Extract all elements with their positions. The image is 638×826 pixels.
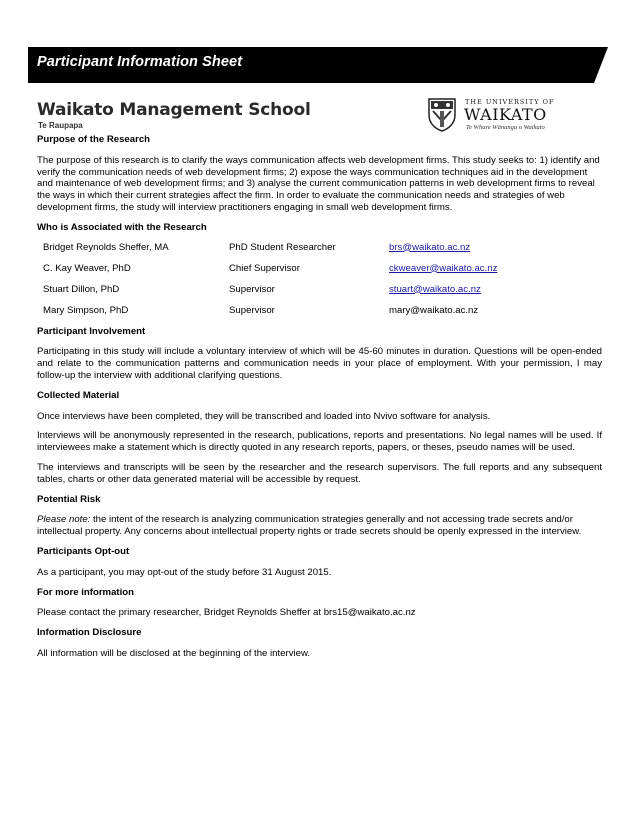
- table-row: [43, 284, 497, 305]
- collected-text-2: Interviews will be anonymously represented in the research, publications, reports and presentations. No legal names will be used. If interviewees make a statement which is directly quoted in any research reports, papers, or theses, pseudo names will be used.: [37, 430, 602, 454]
- table-row: [43, 305, 497, 326]
- disclosure-heading: Information Disclosure: [37, 627, 142, 639]
- crest-icon: [427, 97, 457, 133]
- management-school-logo: [37, 100, 311, 130]
- risk-body: the intent of the research is analyzing communication strategies generally and not accessing trade secrets and/or intellectual property. Any concerns about intellectual property rights or trade secrets should be openly expressed in the interview.: [37, 514, 582, 538]
- university-logo: [427, 95, 557, 135]
- university-motto: Te Whare Wānanga o Waikato: [466, 124, 545, 131]
- person-role: PhD Student Researcher: [229, 241, 336, 253]
- university-name: WAIKATO: [464, 105, 547, 124]
- collected-text-1: Once interviews have been completed, they will be transcribed and loaded into Nvivo software for analysis.: [37, 410, 491, 422]
- person-name: Mary Simpson, PhD: [43, 304, 129, 316]
- people-table: [43, 242, 497, 326]
- involvement-heading: Participant Involvement: [37, 325, 146, 337]
- person-email-link[interactable]: brs@waikato.ac.nz: [389, 241, 471, 253]
- more-info-heading: For more information: [37, 586, 135, 598]
- table-row: [43, 242, 497, 263]
- document-body: [37, 134, 602, 660]
- person-role: Supervisor: [229, 283, 275, 295]
- school-name: Waikato Management School: [37, 100, 311, 120]
- person-name: Bridget Reynolds Sheffer, MA: [43, 241, 169, 253]
- purpose-text: The purpose of this research is to clarify the ways communication affects web development firms. This study seeks to: 1) identify and verify the communication needs of web development firms; 2) expose the ways communication techniques aid in the development and maintenance of web development firms; and 3) analyse the current communication patterns in web development firms to reveal the ways in which their current strategies affect the firm. In order to evaluate the communication needs and strategies of web development firms, the study will interview practitioners engaging in small web development firms.: [37, 154, 600, 213]
- optout-heading: Participants Opt-out: [37, 545, 130, 557]
- purpose-heading: Purpose of the Research: [37, 134, 151, 145]
- risk-text: [37, 514, 602, 538]
- risk-note-label: Please note:: [37, 514, 91, 526]
- risk-heading: Potential Risk: [37, 493, 101, 505]
- person-email-link[interactable]: stuart@waikato.ac.nz: [389, 283, 481, 295]
- person-email: mary@waikato.ac.nz: [389, 304, 479, 316]
- person-name: Stuart Dillon, PhD: [43, 283, 120, 295]
- person-role: Chief Supervisor: [229, 262, 300, 274]
- collected-heading: Collected Material: [37, 389, 120, 401]
- person-role: Supervisor: [229, 304, 275, 316]
- table-row: [43, 263, 497, 284]
- person-name: C. Kay Weaver, PhD: [43, 262, 131, 274]
- person-email-link[interactable]: ckweaver@waikato.ac.nz: [389, 262, 498, 274]
- associated-heading: Who is Associated with the Research: [37, 221, 207, 233]
- page-title: Participant Information Sheet: [37, 54, 243, 70]
- collected-text-3: The interviews and transcripts will be seen by the researcher and the research supervisors. The full reports and any subsequent tables, charts or other data generated material will be accessible by request.: [37, 461, 602, 485]
- disclosure-text: All information will be disclosed at the beginning of the interview.: [37, 647, 311, 659]
- optout-text: As a participant, you may opt-out of the study before 31 August 2015.: [37, 566, 332, 578]
- title-banner: [28, 47, 608, 83]
- university-prefix: THE UNIVERSITY OF: [465, 98, 555, 106]
- more-info-text: Please contact the primary researcher, Bridget Reynolds Sheffer at brs15@waikato.ac.nz: [37, 607, 416, 619]
- involvement-text: Participating in this study will include a voluntary interview of which will be 45-60 minutes in duration. Questions will be open-ended and relate to the communication patterns and communication needs in your place of employment. With your permission, I may follow-up the interview with additional clarifying questions.: [37, 346, 602, 381]
- school-subtitle: Te Raupapa: [38, 121, 83, 130]
